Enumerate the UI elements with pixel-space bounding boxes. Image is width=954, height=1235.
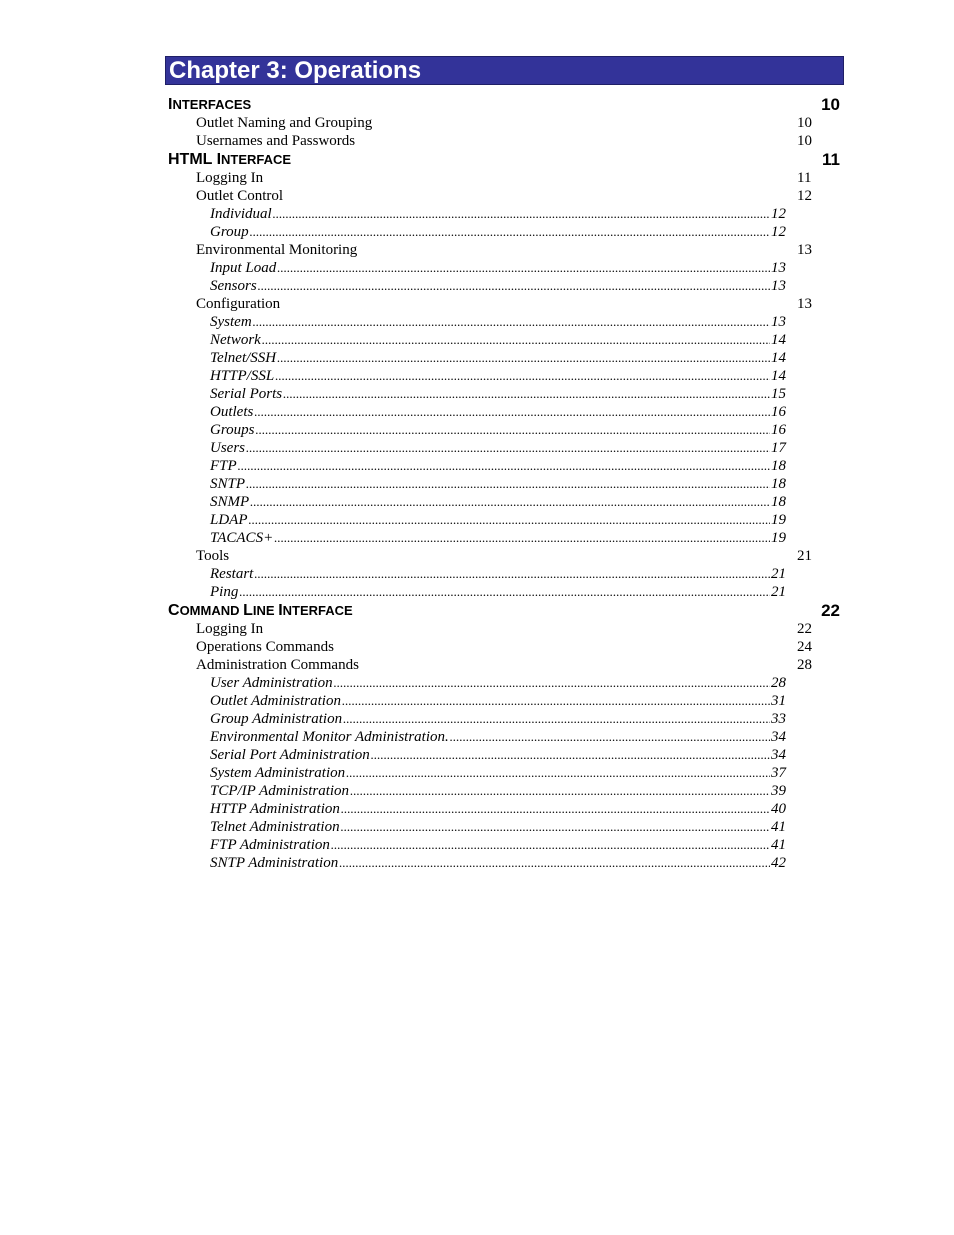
toc-leader-dots — [275, 367, 770, 385]
toc-leader-dots — [239, 583, 770, 601]
toc-leader-dots — [250, 223, 770, 241]
toc-leader-dots — [238, 457, 770, 475]
toc-entry-page-number: 18 — [771, 476, 786, 492]
toc-subsection-page-number: 21 — [797, 548, 812, 564]
toc-leader-dots — [246, 439, 770, 457]
toc-entry-page-number: 16 — [771, 404, 786, 420]
toc-section-title[interactable] — [168, 150, 291, 169]
toc-entry[interactable] — [210, 854, 786, 872]
toc-section-title-part: I — [278, 602, 283, 619]
toc-subsection-page-number: 24 — [797, 639, 812, 655]
toc-entry-title: Serial Port Administration — [210, 747, 370, 763]
toc-entry-row — [0, 367, 954, 385]
toc-leader-dots — [339, 854, 770, 872]
toc-leader-dots — [341, 800, 770, 818]
toc-entry[interactable] — [210, 223, 786, 241]
toc-section-title-part: I — [168, 96, 173, 113]
toc-entry-row — [0, 746, 954, 764]
toc-entry[interactable] — [210, 692, 786, 710]
toc-entry[interactable] — [210, 277, 786, 295]
toc-entry-page-number: 39 — [771, 783, 786, 799]
toc-entry-page-number: 13 — [771, 314, 786, 330]
toc-entry-page-number: 18 — [771, 494, 786, 510]
toc-entry-title: LDAP — [210, 512, 248, 528]
toc-entry-page-number: 34 — [771, 729, 786, 745]
toc-entry-title: Groups — [210, 422, 255, 438]
toc-leader-dots — [283, 385, 770, 403]
toc-entry-page-number: 12 — [771, 224, 786, 240]
toc-entry-title: SNTP — [210, 476, 246, 492]
toc-subsection-row — [0, 295, 954, 313]
toc-subsection-title[interactable]: Logging In — [196, 170, 264, 186]
toc-entry-page-number: 13 — [771, 260, 786, 276]
toc-leader-dots — [246, 475, 770, 493]
toc-entry-title: System — [210, 314, 252, 330]
toc-entry-page-number: 21 — [771, 584, 786, 600]
toc-entry-page-number: 13 — [771, 278, 786, 294]
toc-entry-row — [0, 259, 954, 277]
toc-leader-dots — [253, 313, 770, 331]
toc-entry-row — [0, 385, 954, 403]
toc-entry-title: Telnet/SSH — [210, 350, 277, 366]
toc-section-title-part: NTERFACE — [221, 152, 292, 167]
toc-leader-dots — [250, 493, 770, 511]
toc-entry-page-number: 21 — [771, 566, 786, 582]
toc-leader-dots — [249, 511, 771, 529]
toc-entry-row — [0, 565, 954, 583]
toc-subsection-title[interactable]: Operations Commands — [196, 639, 334, 655]
toc-entry-row — [0, 511, 954, 529]
toc-entry-page-number: 19 — [771, 530, 786, 546]
toc-leader-dots — [254, 403, 770, 421]
toc-entry-row — [0, 475, 954, 493]
toc-entry-title: System Administration — [210, 765, 346, 781]
toc-entry-title: Outlets — [210, 404, 254, 420]
toc-section-page-number: 22 — [821, 601, 840, 620]
toc-subsection-title[interactable]: Logging In — [196, 621, 264, 637]
toc-entry[interactable] — [210, 746, 786, 764]
toc-entry-row — [0, 457, 954, 475]
toc-subsection-title[interactable]: Administration Commands — [196, 657, 359, 673]
chapter-banner — [165, 56, 844, 85]
toc-entry-page-number: 41 — [771, 819, 786, 835]
toc-leader-dots — [277, 349, 770, 367]
toc-leader-dots — [277, 259, 770, 277]
toc-entry[interactable] — [210, 511, 786, 529]
toc-entry-page-number: 19 — [771, 512, 786, 528]
toc-entry-title: FTP — [210, 458, 237, 474]
toc-entry[interactable] — [210, 710, 786, 728]
toc-entry-title: Outlet Administration — [210, 693, 341, 709]
toc-entry-title: HTTP/SSL — [210, 368, 275, 384]
table-of-contents — [0, 95, 954, 872]
toc-subsection-page-number: 10 — [797, 115, 812, 131]
toc-entry-title: Users — [210, 440, 246, 456]
toc-entry[interactable] — [210, 818, 786, 836]
toc-entry-row — [0, 674, 954, 692]
toc-entry[interactable] — [210, 764, 786, 782]
toc-entry-title: Sensors — [210, 278, 257, 294]
toc-entry-row — [0, 818, 954, 836]
toc-entry[interactable] — [210, 583, 786, 601]
toc-entry[interactable] — [210, 331, 786, 349]
toc-section-page-number: 11 — [822, 150, 840, 169]
toc-entry-title: Group Administration — [210, 711, 343, 727]
toc-leader-dots — [273, 205, 770, 223]
toc-subsection-row — [0, 187, 954, 205]
toc-subsection-row — [0, 132, 954, 150]
toc-entry-row — [0, 728, 954, 746]
toc-entry-page-number: 17 — [771, 440, 786, 456]
toc-leader-dots — [371, 746, 770, 764]
toc-entry[interactable] — [210, 475, 786, 493]
toc-entry-title: TACACS+ — [210, 530, 274, 546]
toc-entry[interactable] — [210, 367, 786, 385]
toc-section-title-part: INE — [252, 603, 279, 618]
toc-subsection-title[interactable]: Tools — [196, 548, 230, 564]
toc-section-title-part: NTERFACE — [282, 603, 353, 618]
toc-section-title-part: NTERFACES — [172, 97, 252, 112]
toc-section-title-part: HTML I — [168, 151, 222, 168]
toc-entry-title: SNMP — [210, 494, 250, 510]
toc-section-row — [0, 601, 954, 620]
toc-subsection-row — [0, 656, 954, 674]
toc-entry-title: Restart — [210, 566, 254, 582]
toc-entry-page-number: 14 — [771, 332, 786, 348]
toc-leader-dots — [342, 692, 770, 710]
toc-subsection-page-number: 22 — [797, 621, 812, 637]
toc-entry[interactable] — [210, 836, 786, 854]
toc-subsection-page-number: 13 — [797, 242, 812, 258]
toc-entry[interactable] — [210, 800, 786, 818]
toc-entry-title: Serial Ports — [210, 386, 283, 402]
toc-entry-row — [0, 403, 954, 421]
toc-subsection-page-number: 11 — [797, 170, 812, 186]
toc-leader-dots — [255, 421, 770, 439]
toc-leader-dots — [262, 331, 770, 349]
toc-entry[interactable] — [210, 674, 786, 692]
toc-leader-dots — [343, 710, 770, 728]
toc-entry-title: SNTP Administration — [210, 855, 339, 871]
toc-entry[interactable] — [210, 439, 786, 457]
toc-entry-row — [0, 349, 954, 367]
toc-entry[interactable] — [210, 313, 786, 331]
toc-section-title-part: L — [243, 602, 253, 619]
toc-subsection-page-number: 10 — [797, 133, 812, 149]
toc-entry-title: Individual — [210, 206, 272, 222]
toc-entry-page-number: 15 — [771, 386, 786, 402]
toc-entry-row — [0, 764, 954, 782]
toc-entry-row — [0, 692, 954, 710]
toc-leader-dots — [341, 818, 770, 836]
toc-entry-row — [0, 854, 954, 872]
toc-subsection-row — [0, 241, 954, 259]
toc-entry-page-number: 40 — [771, 801, 786, 817]
toc-subsection-page-number: 28 — [797, 657, 812, 673]
toc-section-title[interactable] — [168, 95, 251, 114]
toc-entry-row — [0, 836, 954, 854]
toc-entry[interactable] — [210, 421, 786, 439]
toc-entry-row — [0, 800, 954, 818]
toc-entry-page-number: 34 — [771, 747, 786, 763]
toc-entry-page-number: 37 — [771, 765, 786, 781]
toc-entry-row — [0, 529, 954, 547]
toc-section-title-part: OMMAND — [179, 603, 244, 618]
toc-entry-row — [0, 493, 954, 511]
toc-subsection-title[interactable]: Environmental Monitoring — [196, 242, 358, 258]
toc-entry-row — [0, 205, 954, 223]
toc-subsection-title[interactable]: Usernames and Passwords — [196, 133, 356, 149]
toc-entry-row — [0, 439, 954, 457]
toc-entry-page-number: 12 — [771, 206, 786, 222]
toc-section-page-number: 10 — [821, 95, 840, 114]
toc-entry-row — [0, 277, 954, 295]
toc-entry-page-number: 41 — [771, 837, 786, 853]
toc-entry-title: Ping — [210, 584, 239, 600]
toc-leader-dots — [350, 782, 770, 800]
toc-entry[interactable] — [210, 205, 786, 223]
toc-section-row — [0, 95, 954, 114]
toc-leader-dots — [346, 764, 770, 782]
toc-entry-page-number: 14 — [771, 350, 786, 366]
toc-entry-row — [0, 223, 954, 241]
toc-subsection-page-number: 13 — [797, 296, 812, 312]
toc-entry[interactable] — [210, 385, 786, 403]
toc-entry[interactable] — [210, 529, 786, 547]
toc-subsection-title[interactable]: Outlet Naming and Grouping — [196, 115, 373, 131]
toc-section-title[interactable] — [168, 601, 353, 620]
toc-entry[interactable] — [210, 403, 786, 421]
toc-entry-page-number: 14 — [771, 368, 786, 384]
toc-entry-row — [0, 782, 954, 800]
toc-entry[interactable] — [210, 493, 786, 511]
toc-leader-dots — [254, 565, 770, 583]
toc-subsection-page-number: 12 — [797, 188, 812, 204]
toc-entry-title: FTP Administration — [210, 837, 330, 853]
toc-subsection-row — [0, 114, 954, 132]
toc-subsection-row — [0, 620, 954, 638]
toc-entry-page-number: 18 — [771, 458, 786, 474]
toc-entry[interactable] — [210, 565, 786, 583]
toc-entry-title: Network — [210, 332, 261, 348]
toc-entry-page-number: 33 — [771, 711, 786, 727]
toc-entry[interactable] — [210, 349, 786, 367]
toc-entry-title: User Administration — [210, 675, 333, 691]
toc-leader-dots — [450, 728, 770, 746]
toc-entry[interactable] — [210, 457, 786, 475]
toc-entry[interactable] — [210, 259, 786, 277]
toc-entry-title: Input Load — [210, 260, 277, 276]
toc-leader-dots — [334, 674, 770, 692]
toc-entry[interactable] — [210, 782, 786, 800]
toc-subsection-row — [0, 169, 954, 187]
toc-entry-row — [0, 313, 954, 331]
toc-entry-title: TCP/IP Administration — [210, 783, 350, 799]
toc-entry-title: Group — [210, 224, 249, 240]
toc-section-row — [0, 150, 954, 169]
toc-leader-dots — [274, 529, 770, 547]
toc-entry-row — [0, 710, 954, 728]
toc-subsection-title[interactable]: Configuration — [196, 296, 281, 312]
toc-leader-dots — [331, 836, 770, 854]
toc-entry-title: Environmental Monitor Administration. — [210, 729, 449, 745]
toc-entry-page-number: 31 — [771, 693, 786, 709]
toc-entry-row — [0, 421, 954, 439]
toc-entry-page-number: 28 — [771, 675, 786, 691]
chapter-title: Chapter 3: Operations — [169, 57, 422, 84]
toc-entry-row — [0, 583, 954, 601]
toc-subsection-row — [0, 547, 954, 565]
toc-subsection-title[interactable]: Outlet Control — [196, 188, 284, 204]
toc-entry-page-number: 16 — [771, 422, 786, 438]
toc-entry-title: HTTP Administration — [210, 801, 340, 817]
toc-subsection-row — [0, 638, 954, 656]
toc-entry[interactable] — [210, 728, 786, 746]
toc-entry-page-number: 42 — [771, 855, 786, 871]
toc-leader-dots — [258, 277, 770, 295]
toc-section-title-part: C — [168, 602, 180, 619]
toc-entry-title: Telnet Administration — [210, 819, 340, 835]
toc-entry-row — [0, 331, 954, 349]
